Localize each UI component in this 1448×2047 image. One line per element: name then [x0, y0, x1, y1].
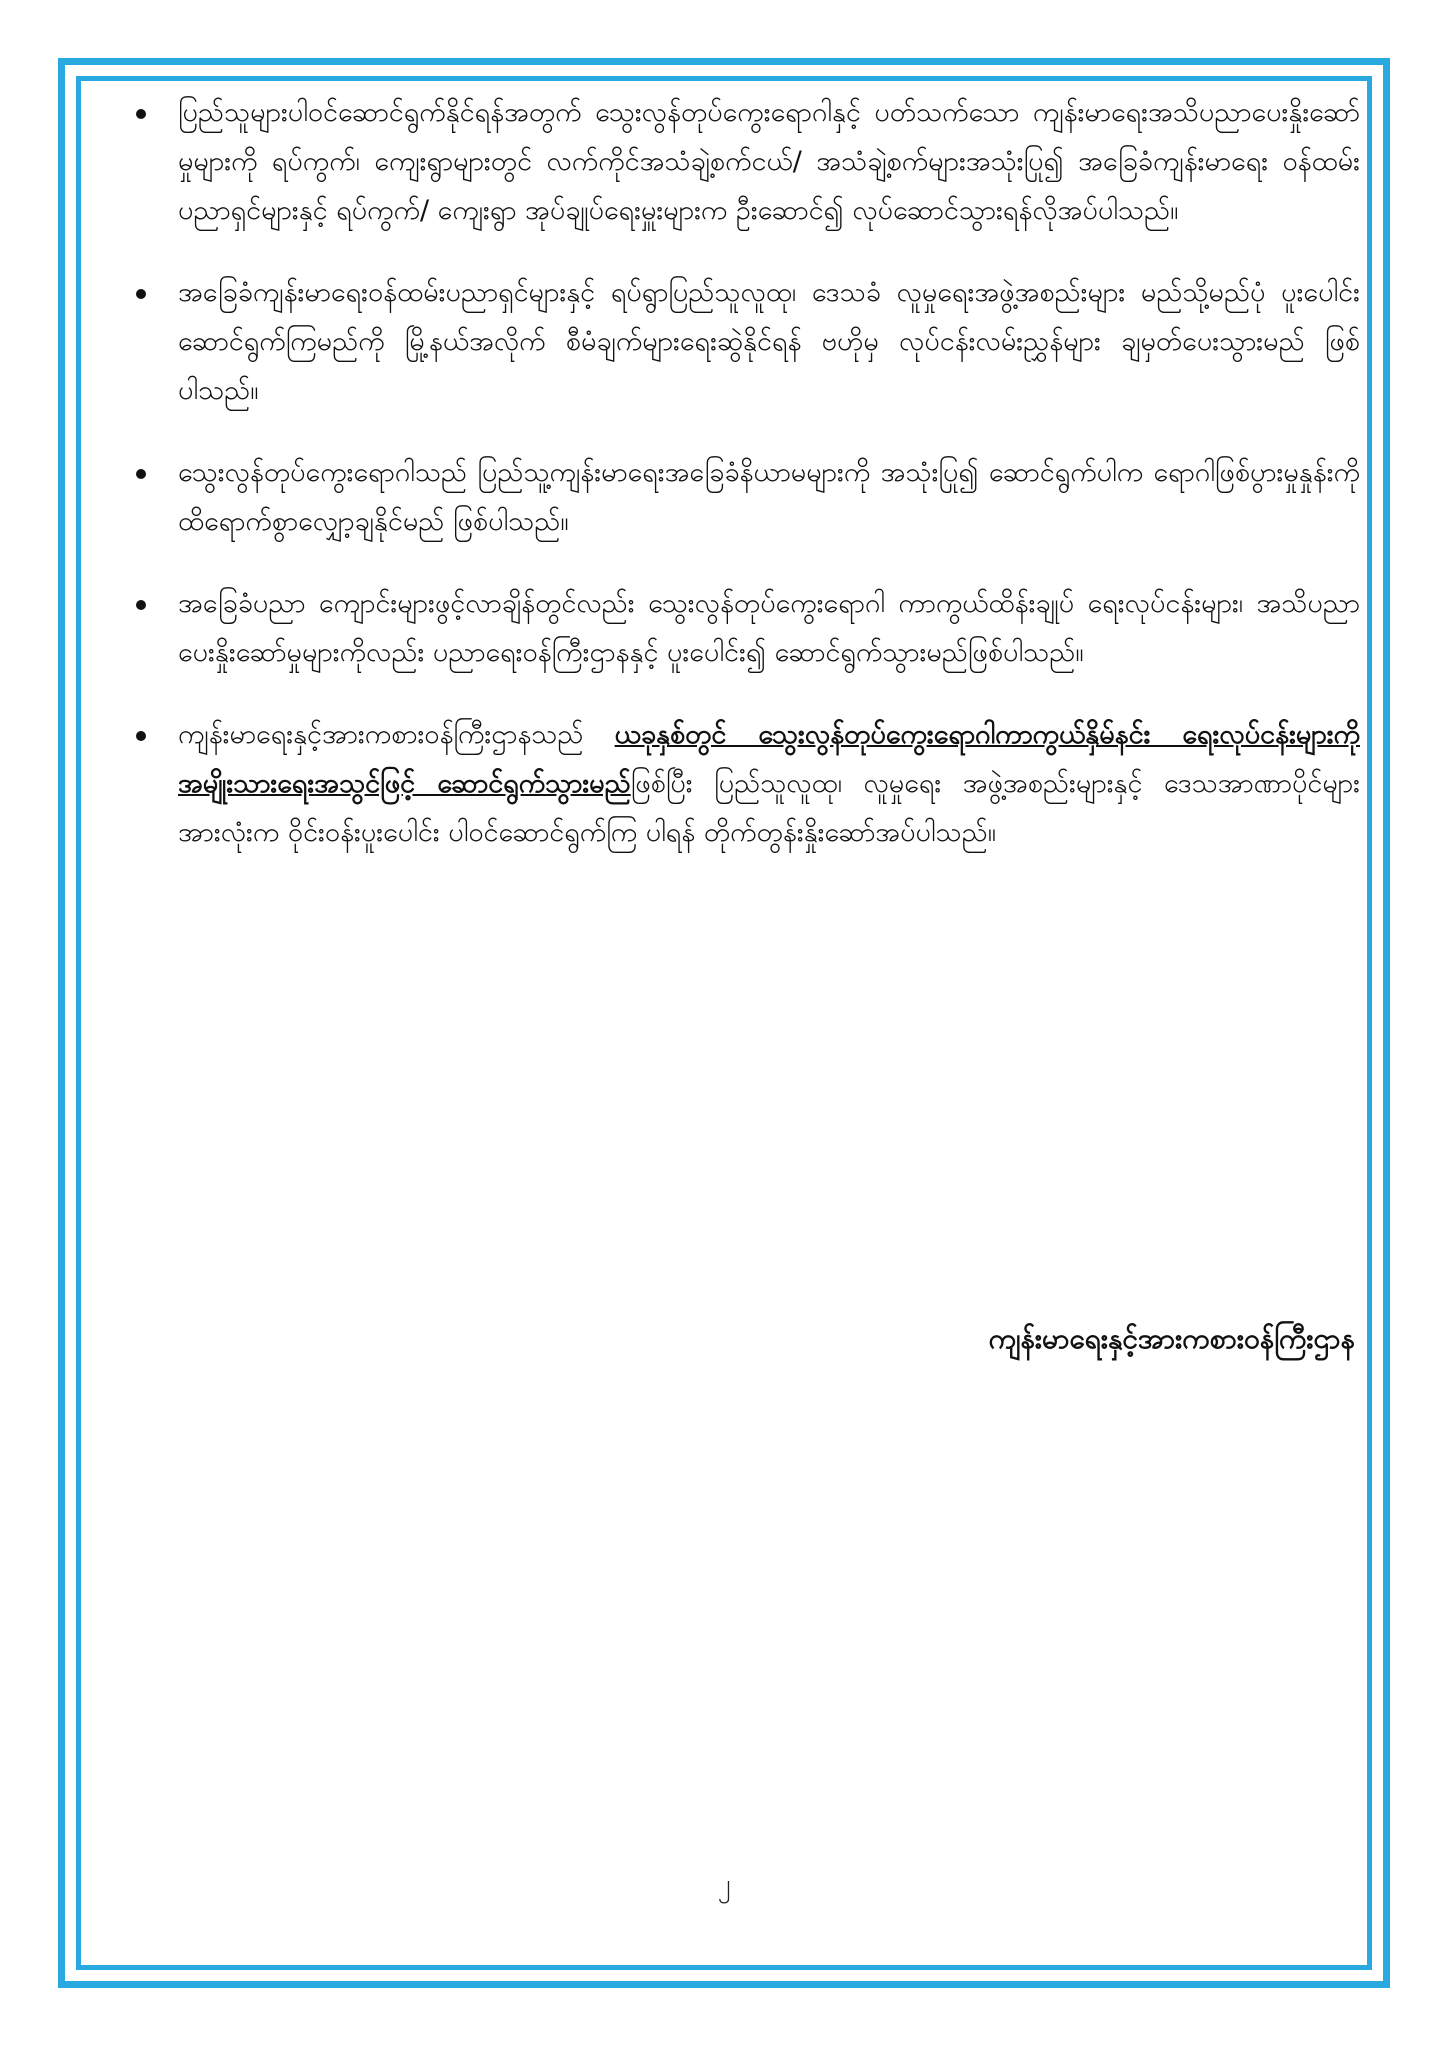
bullet-dot-icon — [136, 469, 146, 479]
bullet-text: အခြေခံပညာ ကျောင်းများဖွင့်လာချိန်တွင်လည်း သွေးလွန်တုပ်ကွေးရောဂါ ကာကွယ်ထိန်းချုပ် ရေးလုပ်ငန်းများ၊ အသိပညာပေးနှိုးဆော်မှုများကိုလည်း ပညာရေးဝန်ကြီးဌာနနှင့် ပူးပေါင်း၍ ဆောင်ရွက်သွားမည်ဖြစ်ပါသည်။ — [178, 588, 1360, 668]
document-body — [130, 88, 1360, 890]
bullet-dot-icon — [136, 109, 146, 119]
bullet-dot-icon — [136, 731, 146, 741]
bullet-text: ပြည်သူများပါဝင်ဆောင်ရွက်နိုင်ရန်အတွက် သွေးလွန်တုပ်ကွေးရောဂါနှင့် ပတ်သက်သော ကျန်းမာရေးအသိပညာပေးနှိုးဆော်မှုများကို ရပ်ကွက်၊ ကျေးရွာများတွင် လက်ကိုင်အသံချဲ့စက်ငယ်/ အသံချဲ့စက်များအသုံးပြု၍ အခြေခံကျန်းမာရေး ဝန်ထမ်းပညာရှင်များနှင့် ရပ်ကွက်/ ကျေးရွာ အုပ်ချုပ်ရေးမှူးများက ဦးဆောင်၍ လုပ်ဆောင်သွားရန်လိုအပ်ပါသည်။ — [178, 97, 1360, 226]
bullet-list — [130, 88, 1360, 857]
bullet-text: သွေးလွန်တုပ်ကွေးရောဂါသည် ပြည်သူ့ကျန်းမာရေးအခြေခံနိယာမများကို အသုံးပြု၍ ဆောင်ရွက်ပါက ရောဂါဖြစ်ပွားမှုနှုန်းကို ထိရောက်စွာလျှော့ချနိုင်မည် ဖြစ်ပါသည်။ — [178, 457, 1360, 537]
bullet-item-5 — [130, 710, 1360, 857]
bullet-item-4 — [130, 579, 1360, 677]
bullet-dot-icon — [136, 289, 146, 299]
bullet-text-emphasis: ယခုနှစ်တွင် သွေးလွန်တုပ်ကွေးရောဂါကာကွယ်နှိမ်နင်း ရေးလုပ်ငန်းများကို အမျိုးသားရေးအသွင်ဖြင့် ဆောင်ရွက်သွားမည် — [178, 719, 1360, 799]
page-number: ၂ — [717, 1869, 731, 1899]
bullet-item-3 — [130, 448, 1360, 546]
bullet-text-lead: ကျန်းမာရေးနှင့်အားကစားဝန်ကြီးဌာနသည် — [178, 719, 615, 750]
bullet-item-1 — [130, 88, 1360, 235]
bullet-text-tail: ဖြစ်ပြီး ပြည်သူလူထု၊ လူမှုရေး အဖွဲ့အစည်းများနှင့် ဒေသအာဏာပိုင်များ အားလုံးက ဝိုင်းဝန်းပူးပေါင်း ပါဝင်ဆောင်ရွက်ကြ ပါရန် တိုက်တွန်းနှိုးဆော်အပ်ပါသည်။ — [178, 768, 1360, 848]
bullet-dot-icon — [136, 600, 146, 610]
signature-ministry: ကျန်းမာရေးနှင့်အားကစားဝန်ကြီးဌာန — [988, 1322, 1355, 1355]
bullet-item-2 — [130, 268, 1360, 415]
bullet-text: အခြေခံကျန်းမာရေးဝန်ထမ်းပညာရှင်များနှင့် ရပ်ရွာပြည်သူလူထု၊ ဒေသခံ လူမှုရေးအဖွဲ့အစည်းများ မည်သို့မည်ပုံ ပူးပေါင်းဆောင်ရွက်ကြမည်ကို မြို့နယ်အလိုက် စီမံချက်များရေးဆွဲနိုင်ရန် ဗဟိုမှ လုပ်ငန်းလမ်းညွှန်များ ချမှတ်ပေးသွားမည် ဖြစ်ပါသည်။ — [178, 277, 1360, 406]
